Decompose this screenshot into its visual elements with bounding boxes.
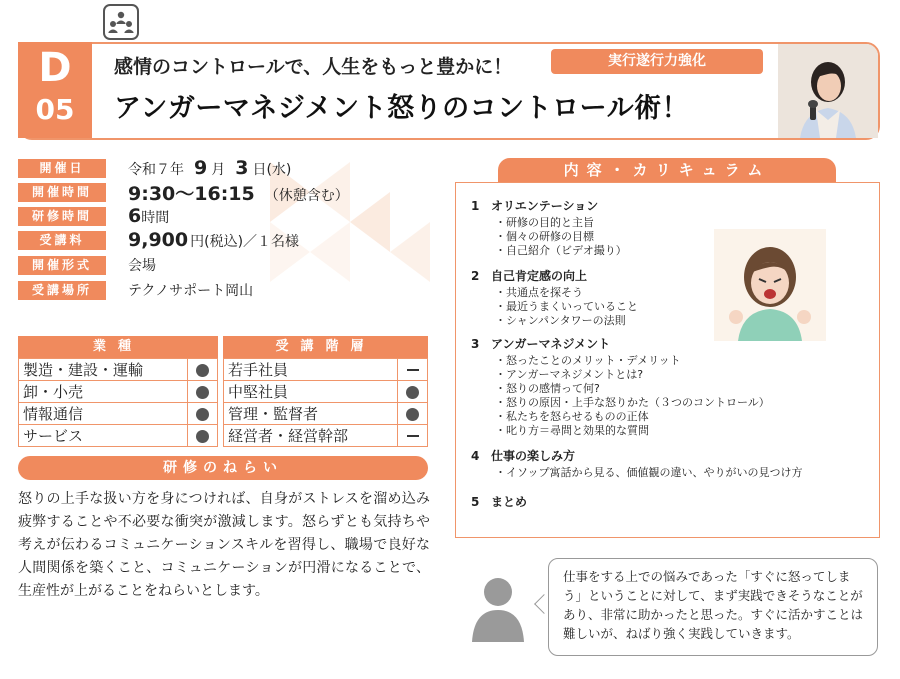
date-day: 3 <box>235 157 249 179</box>
industry-table <box>18 358 218 447</box>
curriculum-section <box>471 447 802 480</box>
industry-mark <box>188 425 218 447</box>
dot-icon <box>406 386 419 399</box>
list-item: ・研修の目的と主旨 <box>495 216 594 229</box>
course-subtitle: 感情のコントロールで、人生をもっと豊かに！ <box>114 56 513 78</box>
aim-text: 怒りの上手な扱い方を身につければ、自身がストレスを溜め込み疲弊することや不必要な衝突が激減します。怒らずとも気持ちや考えが伝わるコミュニケーションスキルを習得し、職場で良好な人間関係を築くこと、コミュニケーションが円滑になることで、生産性が上がることをねらいとします。 <box>18 491 430 599</box>
list-item: ・叱り方＝尋問と効果的な質問 <box>495 424 649 437</box>
list-item: ・イソップ寓話から見る、価値観の違い、やりがいの見つけ方 <box>495 466 803 479</box>
curriculum-section <box>471 267 638 328</box>
industry-name: サービス <box>19 425 188 447</box>
table-row <box>19 425 218 447</box>
dot-icon <box>196 386 209 399</box>
info-format <box>18 254 156 276</box>
angry-girl-illustration <box>714 229 826 341</box>
format-value: 会場 <box>128 258 156 274</box>
curriculum-section-title <box>471 197 627 214</box>
level-mark <box>398 425 428 447</box>
aim-header: 研修のねらい <box>18 456 428 480</box>
curriculum-section <box>471 335 770 438</box>
info-label-venue: 受講場所 <box>18 281 106 300</box>
table-row <box>19 359 218 381</box>
level-mark <box>398 403 428 425</box>
section-number: 5 <box>471 495 480 509</box>
list-item: ・アンガーマネジメントとは? <box>495 368 644 381</box>
info-label-format: 開催形式 <box>18 256 106 275</box>
badge-letter: D <box>38 45 72 91</box>
list-item: ・シャンパンタワーの法則 <box>495 314 626 327</box>
info-label-hours: 研修時間 <box>18 207 106 226</box>
section-number: 1 <box>471 199 480 213</box>
person-icon <box>470 572 526 642</box>
industry-mark <box>188 359 218 381</box>
date-month: 9 <box>194 157 208 179</box>
curriculum-box <box>455 182 880 538</box>
table-row <box>224 425 428 447</box>
info-time <box>18 181 349 203</box>
dash-icon <box>407 369 419 371</box>
level-name: 管理・監督者 <box>224 403 398 425</box>
testimonial-bubble <box>548 558 878 656</box>
group-people-icon <box>103 4 139 40</box>
info-fee <box>18 229 299 251</box>
table-row <box>19 403 218 425</box>
time-note: （休憩含む） <box>264 187 349 204</box>
fee-value: 9,900 <box>128 229 189 251</box>
level-name: 若手社員 <box>224 359 398 381</box>
course-title: アンガーマネジメント怒りのコントロール術！ <box>114 93 690 124</box>
testimonial-text: 仕事をする上での悩みであった「すぐに怒ってしまう」ということに対して、まず実践できそうなことがあり、非常に助かったと思った。すぐに活かすことは難しいが、ねばり強く実践していきます。 <box>563 569 864 641</box>
table-row <box>224 403 428 425</box>
list-item: ・怒りの感情って何? <box>495 382 600 395</box>
level-mark <box>398 359 428 381</box>
list-item: ・怒ったことのメリット・デメリット <box>495 354 681 367</box>
list-item: ・共通点を探そう <box>495 286 583 299</box>
list-item: ・私たちを怒らせるものの正体 <box>495 410 649 423</box>
table-row <box>224 381 428 403</box>
venue-value: テクノサポート岡山 <box>128 283 254 299</box>
info-label-date: 開催日 <box>18 159 106 178</box>
industry-header: 業種 <box>18 336 218 358</box>
dot-icon <box>196 430 209 443</box>
info-hours <box>18 205 169 227</box>
curriculum-section <box>471 493 527 512</box>
instructor-photo <box>778 44 878 138</box>
industry-mark <box>188 403 218 425</box>
level-name: 経営者・経営幹部 <box>224 425 398 447</box>
industry-name: 情報通信 <box>19 403 188 425</box>
badge-number: 05 <box>35 93 75 126</box>
table-row <box>224 359 428 381</box>
course-badge <box>18 42 92 138</box>
table-row <box>19 381 218 403</box>
dash-icon <box>407 435 419 437</box>
date-day-unit: 日(水) <box>252 162 292 178</box>
category-tag: 実行遂行力強化 <box>551 49 763 74</box>
curriculum-section-title <box>471 447 802 464</box>
industry-name: 卸・小売 <box>19 381 188 403</box>
industry-mark <box>188 381 218 403</box>
section-title-text: 仕事の楽しみ方 <box>491 449 576 463</box>
section-title-text: まとめ <box>491 495 528 509</box>
info-label-fee: 受講料 <box>18 231 106 250</box>
section-title-text: アンガーマネジメント <box>491 337 611 351</box>
list-item: ・自己紹介（ビデオ撮り） <box>495 244 627 257</box>
level-name: 中堅社員 <box>224 381 398 403</box>
time-value: 9:30～16:15 <box>128 182 255 205</box>
info-venue <box>18 279 253 301</box>
list-item: ・怒りの原因・上手な怒りかた（３つのコントロール） <box>495 396 770 409</box>
level-mark <box>398 381 428 403</box>
section-title-text: オリエンテーション <box>491 199 599 213</box>
level-header: 受講階層 <box>223 336 428 358</box>
info-label-time: 開催時間 <box>18 183 106 202</box>
dot-icon <box>196 364 209 377</box>
dot-icon <box>196 408 209 421</box>
section-title-text: 自己肯定感の向上 <box>491 269 588 283</box>
industry-name: 製造・建設・運輸 <box>19 359 188 381</box>
info-date <box>18 157 291 179</box>
list-item: ・最近うまくいっていること <box>495 300 638 313</box>
date-month-unit: 月 <box>211 162 226 178</box>
dot-icon <box>406 408 419 421</box>
curriculum-section-title <box>471 493 527 510</box>
list-item: ・個々の研修の目標 <box>495 230 594 243</box>
section-number: 2 <box>471 269 480 283</box>
section-number: 4 <box>471 449 480 463</box>
date-era: 令和７年 <box>128 162 184 178</box>
fee-unit: 円(税込)／１名様 <box>190 234 300 250</box>
section-number: 3 <box>471 337 480 351</box>
curriculum-section <box>471 197 627 258</box>
hours-value: 6 <box>128 205 142 227</box>
curriculum-header: 内容・カリキュラム <box>498 158 836 182</box>
level-table <box>223 358 428 447</box>
hours-unit: 時間 <box>141 210 170 226</box>
curriculum-section-title <box>471 267 638 284</box>
